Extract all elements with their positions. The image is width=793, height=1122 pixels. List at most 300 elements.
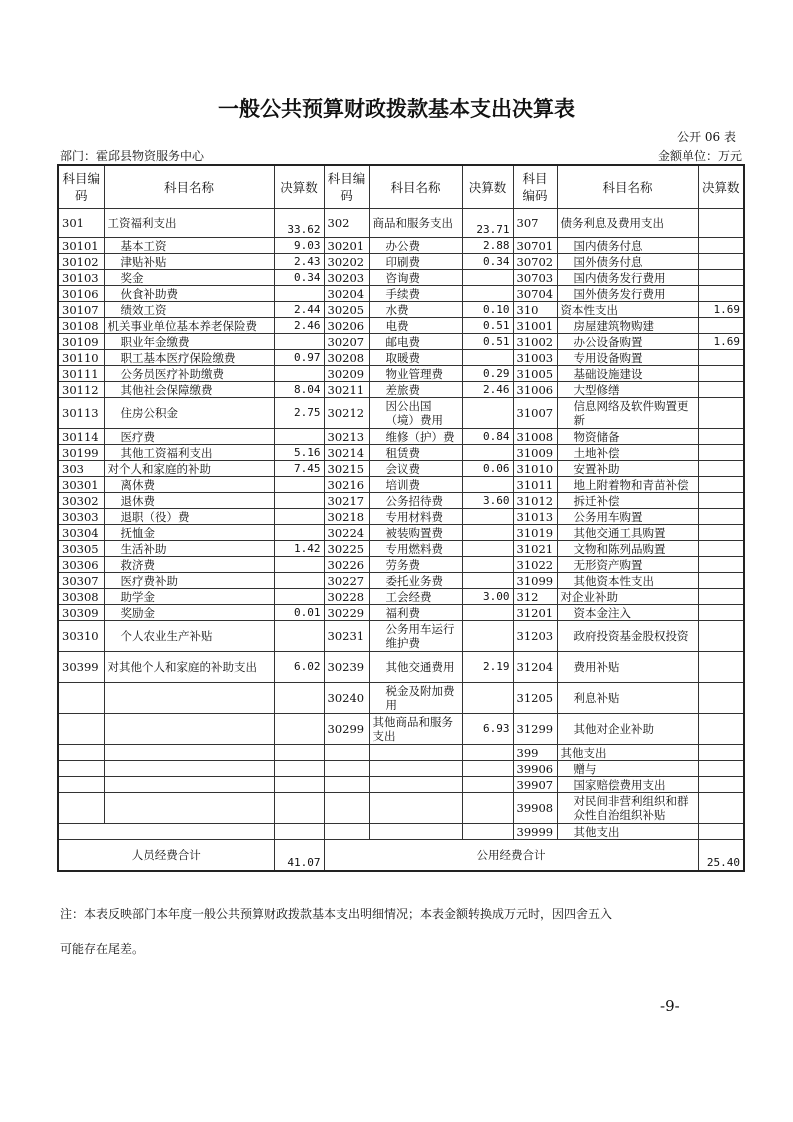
subject-name: 商品和服务支出 bbox=[369, 209, 462, 238]
subject-code: 31099 bbox=[513, 573, 557, 589]
subject-name: 对其他个人和家庭的补助支出 bbox=[104, 652, 274, 683]
subject-code: 31299 bbox=[513, 714, 557, 745]
table-row bbox=[58, 318, 744, 334]
subject-name: 办公设备购置 bbox=[557, 334, 698, 350]
subject-name: 国内债务发行费用 bbox=[557, 270, 698, 286]
table-row bbox=[58, 557, 744, 573]
amount bbox=[274, 714, 324, 745]
amount bbox=[698, 254, 744, 270]
subject-name: 利息补贴 bbox=[557, 683, 698, 714]
amount: 33.62 bbox=[274, 209, 324, 238]
amount: 0.06 bbox=[462, 461, 513, 477]
table-row bbox=[58, 270, 744, 286]
subject-code: 31005 bbox=[513, 366, 557, 382]
amount bbox=[274, 525, 324, 541]
subject-code: 31001 bbox=[513, 318, 557, 334]
table-row bbox=[58, 605, 744, 621]
subject-name bbox=[369, 777, 462, 793]
amount bbox=[462, 270, 513, 286]
subject-name bbox=[369, 761, 462, 777]
subject-code: 30107 bbox=[58, 302, 104, 318]
subject-code: 31013 bbox=[513, 509, 557, 525]
subject-name: 其他支出 bbox=[557, 824, 698, 840]
subject-name: 邮电费 bbox=[369, 334, 462, 350]
table-row bbox=[58, 477, 744, 493]
table-row bbox=[58, 302, 744, 318]
table-row bbox=[58, 382, 744, 398]
amount: 0.97 bbox=[274, 350, 324, 366]
amount: 1.42 bbox=[274, 541, 324, 557]
public-total-label: 公用经费合计 bbox=[324, 840, 698, 872]
amount bbox=[698, 366, 744, 382]
table-row bbox=[58, 461, 744, 477]
subject-name: 专用材料费 bbox=[369, 509, 462, 525]
subject-code: 31009 bbox=[513, 445, 557, 461]
subject-code: 30102 bbox=[58, 254, 104, 270]
page-title: 一般公共预算财政拨款基本支出决算表 bbox=[218, 97, 575, 121]
subject-code: 30201 bbox=[324, 238, 369, 254]
table-row bbox=[58, 493, 744, 509]
amount: 7.45 bbox=[274, 461, 324, 477]
table-row bbox=[58, 573, 744, 589]
subject-name: 福利费 bbox=[369, 605, 462, 621]
amount: 3.60 bbox=[462, 493, 513, 509]
amount: 2.75 bbox=[274, 398, 324, 429]
subject-name: 劳务费 bbox=[369, 557, 462, 573]
table-row bbox=[58, 683, 744, 714]
amount bbox=[698, 621, 744, 652]
subject-code: 31021 bbox=[513, 541, 557, 557]
subject-name: 职业年金缴费 bbox=[104, 334, 274, 350]
amount bbox=[698, 683, 744, 714]
amount: 6.93 bbox=[462, 714, 513, 745]
amount bbox=[698, 238, 744, 254]
amount bbox=[462, 745, 513, 761]
amount: 0.51 bbox=[462, 318, 513, 334]
subject-code: 30306 bbox=[58, 557, 104, 573]
subject-code: 30208 bbox=[324, 350, 369, 366]
subject-name: 退职（役）费 bbox=[104, 509, 274, 525]
subject-name: 绩效工资 bbox=[104, 302, 274, 318]
subject-code: 301 bbox=[58, 209, 104, 238]
subject-name: 无形资产购置 bbox=[557, 557, 698, 573]
table-row bbox=[58, 429, 744, 445]
subject-name: 会议费 bbox=[369, 461, 462, 477]
subject-code: 31007 bbox=[513, 398, 557, 429]
table-row bbox=[58, 745, 744, 761]
amount bbox=[462, 541, 513, 557]
table-row bbox=[58, 824, 744, 840]
subject-name: 文物和陈列品购置 bbox=[557, 541, 698, 557]
subject-code: 30211 bbox=[324, 382, 369, 398]
subject-code: 30114 bbox=[58, 429, 104, 445]
amount: 8.04 bbox=[274, 382, 324, 398]
subject-name: 租赁费 bbox=[369, 445, 462, 461]
amount bbox=[698, 382, 744, 398]
amount bbox=[698, 573, 744, 589]
subject-code: 30214 bbox=[324, 445, 369, 461]
subject-name: 电费 bbox=[369, 318, 462, 334]
subject-name: 医疗费 bbox=[104, 429, 274, 445]
subject-code: 31008 bbox=[513, 429, 557, 445]
amount bbox=[462, 605, 513, 621]
amount bbox=[274, 683, 324, 714]
header-code-2: 科目编码 bbox=[324, 165, 369, 209]
subject-code: 30217 bbox=[324, 493, 369, 509]
subject-name: 津贴补贴 bbox=[104, 254, 274, 270]
subject-name: 个人农业生产补贴 bbox=[104, 621, 274, 652]
subject-name bbox=[104, 683, 274, 714]
subject-name: 国外债务付息 bbox=[557, 254, 698, 270]
subject-code: 30226 bbox=[324, 557, 369, 573]
amount bbox=[274, 589, 324, 605]
amount bbox=[698, 429, 744, 445]
subject-name: 基础设施建设 bbox=[557, 366, 698, 382]
subject-code bbox=[324, 777, 369, 793]
amount: 1.69 bbox=[698, 302, 744, 318]
subject-code: 30106 bbox=[58, 286, 104, 302]
subject-name: 手续费 bbox=[369, 286, 462, 302]
table-row bbox=[58, 777, 744, 793]
subject-code: 30304 bbox=[58, 525, 104, 541]
subject-code: 30203 bbox=[324, 270, 369, 286]
subject-code: 30212 bbox=[324, 398, 369, 429]
subject-code: 30305 bbox=[58, 541, 104, 557]
amount bbox=[698, 286, 744, 302]
amount bbox=[462, 509, 513, 525]
subject-name: 房屋建筑物购建 bbox=[557, 318, 698, 334]
subject-code: 30228 bbox=[324, 589, 369, 605]
subject-code bbox=[324, 761, 369, 777]
table-row bbox=[58, 398, 744, 429]
personnel-total-label: 人员经费合计 bbox=[58, 840, 274, 872]
subject-name: 基本工资 bbox=[104, 238, 274, 254]
subject-name: 水费 bbox=[369, 302, 462, 318]
amount: 6.02 bbox=[274, 652, 324, 683]
amount bbox=[698, 493, 744, 509]
subject-name: 公务用车运行维护费 bbox=[369, 621, 462, 652]
table-row bbox=[58, 761, 744, 777]
subject-name: 生活补助 bbox=[104, 541, 274, 557]
amount bbox=[274, 493, 324, 509]
table-row bbox=[58, 238, 744, 254]
subject-name: 费用补贴 bbox=[557, 652, 698, 683]
amount: 1.69 bbox=[698, 334, 744, 350]
subject-code: 30310 bbox=[58, 621, 104, 652]
subject-name: 其他交通工具购置 bbox=[557, 525, 698, 541]
subject-code: 30301 bbox=[58, 477, 104, 493]
subject-code: 31205 bbox=[513, 683, 557, 714]
subject-code: 30399 bbox=[58, 652, 104, 683]
amount bbox=[698, 761, 744, 777]
subject-name: 离休费 bbox=[104, 477, 274, 493]
subject-name: 赠与 bbox=[557, 761, 698, 777]
subject-code: 39907 bbox=[513, 777, 557, 793]
subject-code: 30701 bbox=[513, 238, 557, 254]
amount bbox=[698, 525, 744, 541]
subject-code: 31002 bbox=[513, 334, 557, 350]
table-row bbox=[58, 589, 744, 605]
amount bbox=[698, 477, 744, 493]
personnel-total-value: 41.07 bbox=[274, 840, 324, 872]
subject-code bbox=[324, 793, 369, 824]
subject-code: 31203 bbox=[513, 621, 557, 652]
amount bbox=[462, 824, 513, 840]
department-label: 部门：霍邱县物资服务中心 bbox=[60, 149, 205, 163]
table-header-row bbox=[58, 165, 744, 209]
subject-code: 39906 bbox=[513, 761, 557, 777]
subject-code: 303 bbox=[58, 461, 104, 477]
table-row bbox=[58, 445, 744, 461]
subject-name: 伙食补助费 bbox=[104, 286, 274, 302]
subject-code bbox=[58, 761, 104, 777]
subject-code: 30302 bbox=[58, 493, 104, 509]
amount bbox=[698, 745, 744, 761]
amount bbox=[698, 270, 744, 286]
subject-code: 30702 bbox=[513, 254, 557, 270]
amount bbox=[462, 793, 513, 824]
subject-code bbox=[58, 777, 104, 793]
amount: 0.29 bbox=[462, 366, 513, 382]
table-row bbox=[58, 350, 744, 366]
amount: 2.88 bbox=[462, 238, 513, 254]
subject-code bbox=[58, 714, 104, 745]
amount bbox=[462, 573, 513, 589]
subject-name bbox=[369, 745, 462, 761]
amount bbox=[462, 777, 513, 793]
amount: 2.44 bbox=[274, 302, 324, 318]
subject-name: 政府投资基金股权投资 bbox=[557, 621, 698, 652]
amount bbox=[274, 429, 324, 445]
subject-name: 对个人和家庭的补助 bbox=[104, 461, 274, 477]
subject-code: 30109 bbox=[58, 334, 104, 350]
subject-name: 其他对企业补助 bbox=[557, 714, 698, 745]
amount bbox=[698, 209, 744, 238]
amount bbox=[462, 350, 513, 366]
amount bbox=[462, 445, 513, 461]
subject-code: 30113 bbox=[58, 398, 104, 429]
amount bbox=[462, 525, 513, 541]
table-row bbox=[58, 286, 744, 302]
amount: 9.03 bbox=[274, 238, 324, 254]
header-name-2: 科目名称 bbox=[369, 165, 462, 209]
subject-name: 拆迁补偿 bbox=[557, 493, 698, 509]
amount bbox=[462, 477, 513, 493]
subject-code: 30199 bbox=[58, 445, 104, 461]
subject-code: 30206 bbox=[324, 318, 369, 334]
subject-code: 30308 bbox=[58, 589, 104, 605]
subject-code: 30213 bbox=[324, 429, 369, 445]
amount bbox=[274, 745, 324, 761]
subject-name: 公务员医疗补助缴费 bbox=[104, 366, 274, 382]
subject-name: 住房公积金 bbox=[104, 398, 274, 429]
subject-code: 30111 bbox=[58, 366, 104, 382]
subject-code: 31012 bbox=[513, 493, 557, 509]
amount: 0.10 bbox=[462, 302, 513, 318]
amount bbox=[274, 824, 324, 840]
subject-code: 399 bbox=[513, 745, 557, 761]
subject-code: 30103 bbox=[58, 270, 104, 286]
amount: 2.19 bbox=[462, 652, 513, 683]
amount: 0.84 bbox=[462, 429, 513, 445]
subject-name bbox=[104, 761, 274, 777]
subject-name: 奖金 bbox=[104, 270, 274, 286]
subject-name: 机关事业单位基本养老保险费 bbox=[104, 318, 274, 334]
subject-name: 公务用车购置 bbox=[557, 509, 698, 525]
subject-code: 30209 bbox=[324, 366, 369, 382]
table-row bbox=[58, 525, 744, 541]
subject-name bbox=[104, 777, 274, 793]
amount bbox=[698, 652, 744, 683]
footnote-line-1: 注：本表反映部门本年度一般公共预算财政拨款基本支出明细情况；本表金额转换成万元时，因四舍五入 bbox=[60, 907, 613, 921]
subject-name: 咨询费 bbox=[369, 270, 462, 286]
subject-code: 30224 bbox=[324, 525, 369, 541]
amount: 23.71 bbox=[462, 209, 513, 238]
subject-code: 30215 bbox=[324, 461, 369, 477]
subject-code: 30299 bbox=[324, 714, 369, 745]
subject-code: 302 bbox=[324, 209, 369, 238]
unit-label: 金额单位：万元 bbox=[657, 149, 742, 163]
subject-code: 30307 bbox=[58, 573, 104, 589]
amount bbox=[274, 573, 324, 589]
subject-code: 30704 bbox=[513, 286, 557, 302]
subject-name: 培训费 bbox=[369, 477, 462, 493]
subject-name: 办公费 bbox=[369, 238, 462, 254]
subject-name: 助学金 bbox=[104, 589, 274, 605]
subject-code: 307 bbox=[513, 209, 557, 238]
subject-name: 工会经费 bbox=[369, 589, 462, 605]
page-number: -9- bbox=[660, 997, 680, 1015]
subject-name bbox=[104, 745, 274, 761]
amount bbox=[274, 477, 324, 493]
subject-name: 资本性支出 bbox=[557, 302, 698, 318]
table-row bbox=[58, 366, 744, 382]
subject-name: 职工基本医疗保险缴费 bbox=[104, 350, 274, 366]
subject-code: 30110 bbox=[58, 350, 104, 366]
amount bbox=[274, 793, 324, 824]
subject-name: 其他支出 bbox=[557, 745, 698, 761]
subject-name: 大型修缮 bbox=[557, 382, 698, 398]
subject-name: 委托业务费 bbox=[369, 573, 462, 589]
subject-code: 30207 bbox=[324, 334, 369, 350]
amount bbox=[274, 366, 324, 382]
subject-code: 30202 bbox=[324, 254, 369, 270]
amount bbox=[698, 509, 744, 525]
amount bbox=[462, 761, 513, 777]
subject-code bbox=[58, 793, 104, 824]
subject-code: 31003 bbox=[513, 350, 557, 366]
amount bbox=[698, 824, 744, 840]
amount bbox=[274, 761, 324, 777]
subject-code: 39908 bbox=[513, 793, 557, 824]
subject-name bbox=[104, 793, 274, 824]
subject-name bbox=[369, 793, 462, 824]
subject-code: 30227 bbox=[324, 573, 369, 589]
subject-code: 31010 bbox=[513, 461, 557, 477]
amount bbox=[698, 589, 744, 605]
amount: 2.43 bbox=[274, 254, 324, 270]
subject-name: 印刷费 bbox=[369, 254, 462, 270]
expenditure-table bbox=[57, 164, 745, 872]
subject-name: 专用燃料费 bbox=[369, 541, 462, 557]
amount bbox=[462, 398, 513, 429]
subject-name: 取暖费 bbox=[369, 350, 462, 366]
amount bbox=[698, 777, 744, 793]
amount: 2.46 bbox=[274, 318, 324, 334]
amount bbox=[462, 286, 513, 302]
subject-name: 地上附着物和青苗补偿 bbox=[557, 477, 698, 493]
subject-name: 税金及附加费用 bbox=[369, 683, 462, 714]
subject-name bbox=[104, 714, 274, 745]
subject-code: 30229 bbox=[324, 605, 369, 621]
header-amount-3: 决算数 bbox=[698, 165, 744, 209]
subject-code: 30112 bbox=[58, 382, 104, 398]
subject-code bbox=[324, 824, 369, 840]
amount bbox=[274, 557, 324, 573]
subject-name: 信息网络及软件购置更新 bbox=[557, 398, 698, 429]
subject-name: 国内债务付息 bbox=[557, 238, 698, 254]
subject-code: 31006 bbox=[513, 382, 557, 398]
subject-name: 维修（护）费 bbox=[369, 429, 462, 445]
footnote-line-2: 可能存在尾差。 bbox=[60, 942, 145, 956]
subject-code bbox=[58, 683, 104, 714]
subject-name: 其他资本性支出 bbox=[557, 573, 698, 589]
subject-name: 差旅费 bbox=[369, 382, 462, 398]
subject-name: 其他商品和服务支出 bbox=[369, 714, 462, 745]
subject-name: 安置补助 bbox=[557, 461, 698, 477]
subject-name: 对企业补助 bbox=[557, 589, 698, 605]
subject-code: 31019 bbox=[513, 525, 557, 541]
amount bbox=[698, 605, 744, 621]
subject-name: 因公出国（境）费用 bbox=[369, 398, 462, 429]
header-code-1: 科目编码 bbox=[58, 165, 104, 209]
subject-name: 物资储备 bbox=[557, 429, 698, 445]
subject-name: 专用设备购置 bbox=[557, 350, 698, 366]
subject-code: 310 bbox=[513, 302, 557, 318]
amount bbox=[698, 557, 744, 573]
subject-name: 国外债务发行费用 bbox=[557, 286, 698, 302]
table-row bbox=[58, 652, 744, 683]
subject-code: 30204 bbox=[324, 286, 369, 302]
subject-code: 30218 bbox=[324, 509, 369, 525]
subject-code: 30216 bbox=[324, 477, 369, 493]
subject-name: 医疗费补助 bbox=[104, 573, 274, 589]
subject-code: 30309 bbox=[58, 605, 104, 621]
amount bbox=[462, 557, 513, 573]
amount bbox=[698, 541, 744, 557]
subject-code: 31022 bbox=[513, 557, 557, 573]
subject-code: 31011 bbox=[513, 477, 557, 493]
amount bbox=[274, 334, 324, 350]
amount bbox=[698, 398, 744, 429]
table-row bbox=[58, 714, 744, 745]
totals-row bbox=[58, 840, 744, 872]
subject-code: 31201 bbox=[513, 605, 557, 621]
subject-name: 工资福利支出 bbox=[104, 209, 274, 238]
amount bbox=[698, 445, 744, 461]
header-name-1: 科目名称 bbox=[104, 165, 274, 209]
empty-cell bbox=[58, 824, 274, 840]
amount bbox=[274, 286, 324, 302]
subject-name: 土地补偿 bbox=[557, 445, 698, 461]
subject-code: 31204 bbox=[513, 652, 557, 683]
subject-code: 30303 bbox=[58, 509, 104, 525]
amount bbox=[462, 621, 513, 652]
subject-code: 39999 bbox=[513, 824, 557, 840]
subject-name: 其他交通费用 bbox=[369, 652, 462, 683]
amount bbox=[462, 683, 513, 714]
amount bbox=[698, 350, 744, 366]
